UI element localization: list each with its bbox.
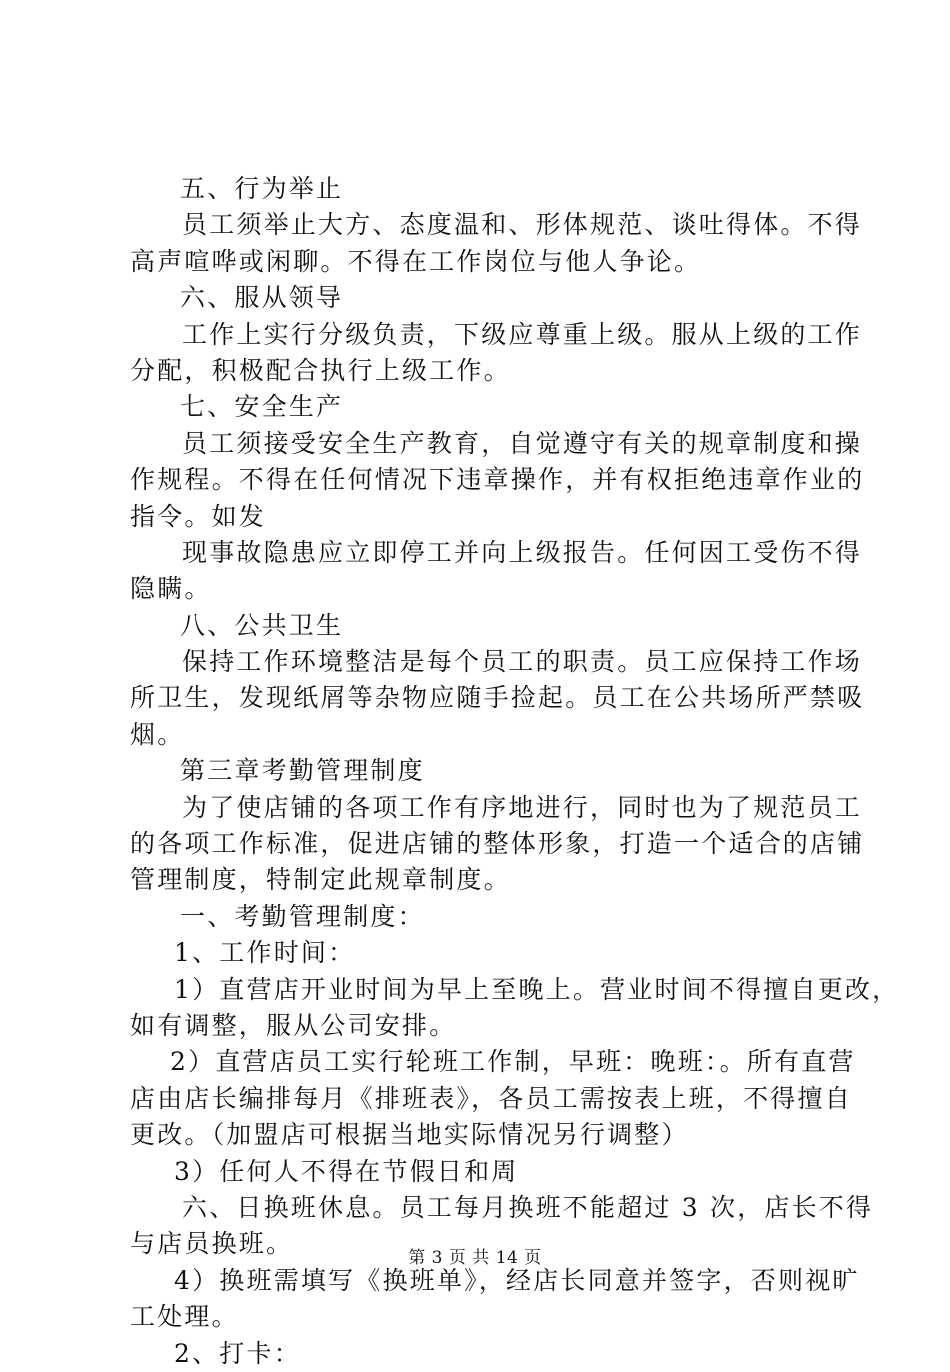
section-heading-attendance: 一、考勤管理制度： — [180, 901, 425, 931]
document-body — [130, 171, 900, 1372]
paragraph-line: 作规程。不得在任何情况下违章操作，并有权拒绝违章作业的 — [130, 465, 865, 495]
paragraph-line: 烟。 — [130, 719, 185, 749]
section-heading-safety: 七、安全生产 — [180, 392, 344, 422]
subsection-heading-clock-in: 2、打卡： — [174, 1338, 301, 1368]
paragraph-line: 隐瞒。 — [130, 574, 212, 604]
subsection-heading-work-time: 1、工作时间： — [174, 938, 356, 968]
paragraph-line: 员工须举止大方、态度温和、形体规范、谈吐得体。不得 — [182, 210, 863, 240]
paragraph-line: 与店员换班。 — [130, 1229, 294, 1259]
paragraph-line: 高声喧哗或闲聊。不得在工作岗位与他人争论。 — [130, 246, 702, 276]
page-footer: 第 3 页 共 14 页 — [408, 1248, 542, 1268]
paragraph-line: 员工须接受安全生产教育，自觉遵守有关的规章制度和操 — [182, 428, 863, 458]
paragraph-line: 更改。（加盟店可根据当地实际情况另行调整） — [130, 1120, 689, 1150]
paragraph-line: 为了使店铺的各项工作有序地进行，同时也为了规范员工 — [182, 792, 863, 822]
paragraph-line: 所卫生，发现纸屑等杂物应随手捡起。员工在公共场所严禁吸 — [130, 683, 865, 713]
paragraph-line: 管理制度，特制定此规章制度。 — [130, 865, 511, 895]
paragraph-line: 4）换班需填写《换班单》，经店长同意并签字，否则视旷 — [174, 1265, 860, 1295]
paragraph-line: 指令。如发 — [130, 501, 267, 531]
paragraph-line: 六、日换班休息。员工每月换班不能超过 3 次，店长不得 — [182, 1192, 874, 1222]
paragraph-line: 现事故隐患应立即停工并向上级报告。任何因工受伤不得 — [182, 537, 863, 567]
paragraph-line: 如有调整，服从公司安排。 — [130, 1010, 457, 1040]
section-heading-conduct: 五、行为举止 — [180, 174, 344, 203]
paragraph-line: 的各项工作标准，促进店铺的整体形象，打造一个适合的店铺 — [130, 829, 865, 859]
paragraph-line: 工作上实行分级负责，下级应尊重上级。服从上级的工作 — [182, 319, 863, 349]
paragraph-line: 工处理。 — [130, 1302, 239, 1332]
paragraph-line: 保持工作环境整洁是每个员工的职责。员工应保持工作场 — [182, 647, 863, 677]
paragraph-line: 分配，积极配合执行上级工作。 — [130, 355, 511, 385]
chapter-heading: 第三章考勤管理制度 — [180, 756, 425, 786]
paragraph-line: 3）任何人不得在节假日和周 — [174, 1156, 519, 1186]
section-heading-hygiene: 八、公共卫生 — [180, 610, 344, 640]
paragraph-line: 1）直营店开业时间为早上至晚上。营业时间不得擅自更改， — [174, 974, 900, 1004]
section-heading-obey: 六、服从领导 — [180, 283, 344, 313]
paragraph-line: 店由店长编排每月《排班表》，各员工需按表上班，不得擅自 — [130, 1083, 852, 1113]
paragraph-line: 2）直营店员工实行轮班工作制，早班：晚班：。所有直营 — [170, 1047, 856, 1077]
